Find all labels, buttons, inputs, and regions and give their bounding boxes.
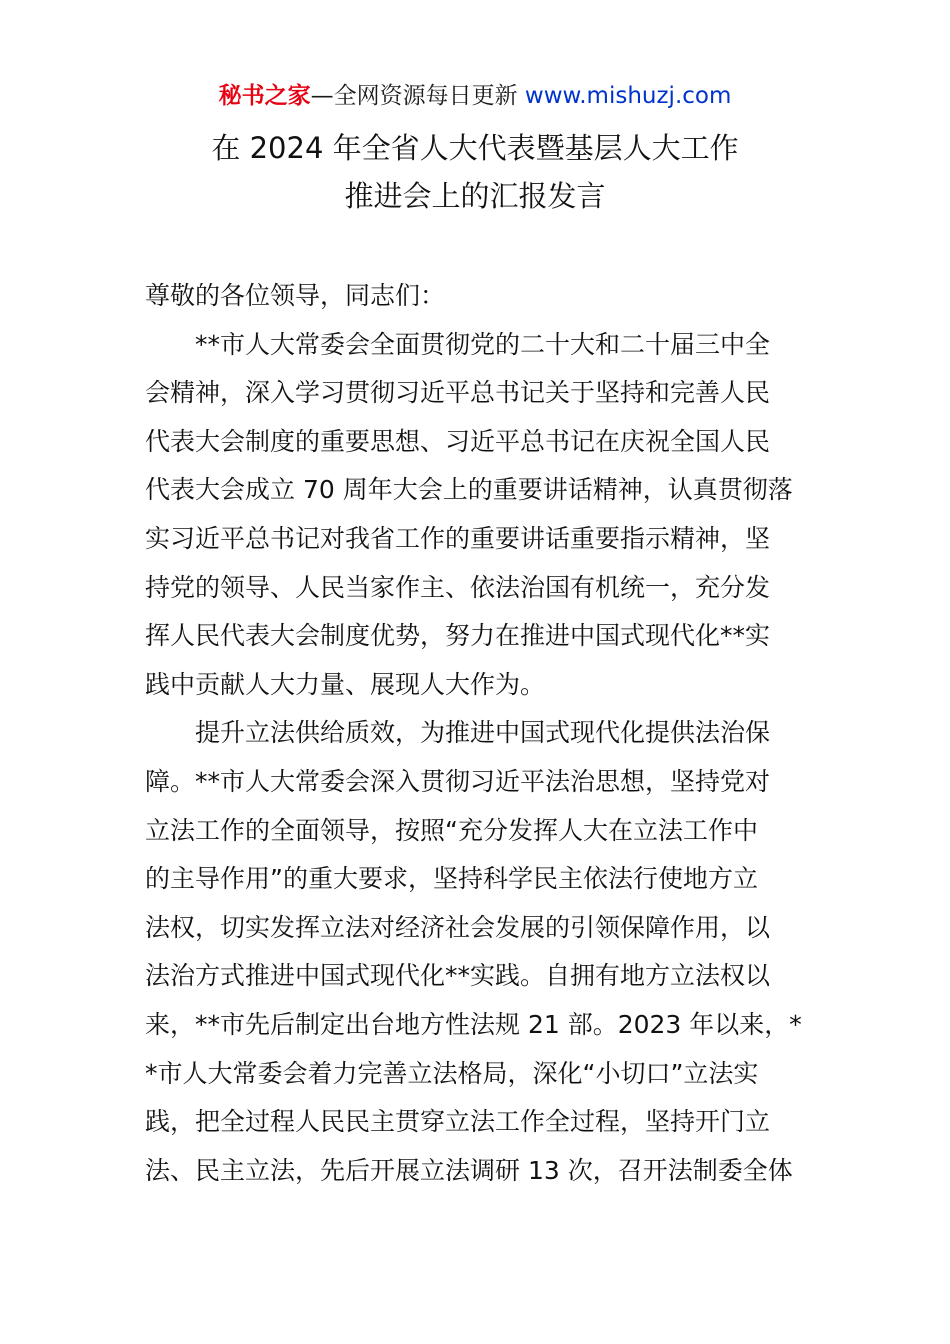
paragraph-line: 来，**市先后制定出台地方性法规 21 部。2023 年以来，*	[145, 1009, 802, 1039]
paragraph-line: 提升立法供给质效，为推进中国式现代化提供法治保	[195, 718, 771, 748]
paragraph-line: 法、民主立法，先后开展立法调研 13 次，召开法制委全体	[145, 1155, 793, 1185]
paragraph-1	[145, 321, 825, 710]
paragraph-line: 障。**市人大常委会深入贯彻习近平法治思想，坚持党对	[145, 766, 771, 796]
header-tagline: —全网资源每日更新	[310, 83, 525, 109]
paragraph-line: 践，把全过程人民民主贯穿立法工作全过程，坚持开门立	[145, 1107, 771, 1137]
paragraph-line: 的主导作用”的重大要求，坚持科学民主依法行使地方立	[145, 864, 758, 894]
paragraph-line: *市人大常委会着力完善立法格局，深化“小切口”立法实	[145, 1058, 759, 1088]
paragraph-line: 持党的领导、人民当家作主、依法治国有机统一，充分发	[145, 572, 771, 602]
paragraph-line: 实习近平总书记对我省工作的重要讲话重要指示精神，坚	[145, 523, 771, 553]
paragraph-line: 法权，切实发挥立法对经济社会发展的引领保障作用，以	[145, 912, 771, 942]
site-header	[0, 80, 950, 112]
paragraph-line: 立法工作的全面领导，按照“充分发挥人大在立法工作中	[145, 815, 758, 845]
website-link[interactable]: www.mishuzj.com	[524, 83, 732, 109]
document-title-line-1: 在 2024 年全省人大代表暨基层人大工作	[211, 131, 739, 165]
paragraph-line: 会精神，深入学习贯彻习近平总书记关于坚持和完善人民	[145, 378, 771, 408]
document-title-line-2: 推进会上的汇报发言	[344, 179, 606, 213]
paragraph-line: 代表大会成立 70 周年大会上的重要讲话精神，认真贯彻落	[145, 475, 793, 505]
paragraph-2	[145, 709, 825, 1195]
document-body	[145, 272, 825, 1195]
paragraph-line: 挥人民代表大会制度优势，努力在推进中国式现代化**实	[145, 621, 771, 651]
greeting: 尊敬的各位领导，同志们：	[145, 281, 446, 310]
paragraph-line: 法治方式推进中国式现代化**实践。自拥有地方立法权以	[145, 961, 771, 991]
paragraph-line: **市人大常委会全面贯彻党的二十大和二十届三中全	[195, 329, 771, 359]
brand-name: 秘书之家	[218, 83, 311, 109]
paragraph-line: 代表大会制度的重要思想、习近平总书记在庆祝全国人民	[145, 426, 771, 456]
paragraph-line: 践中贡献人大力量、展现人大作为。	[145, 669, 546, 699]
